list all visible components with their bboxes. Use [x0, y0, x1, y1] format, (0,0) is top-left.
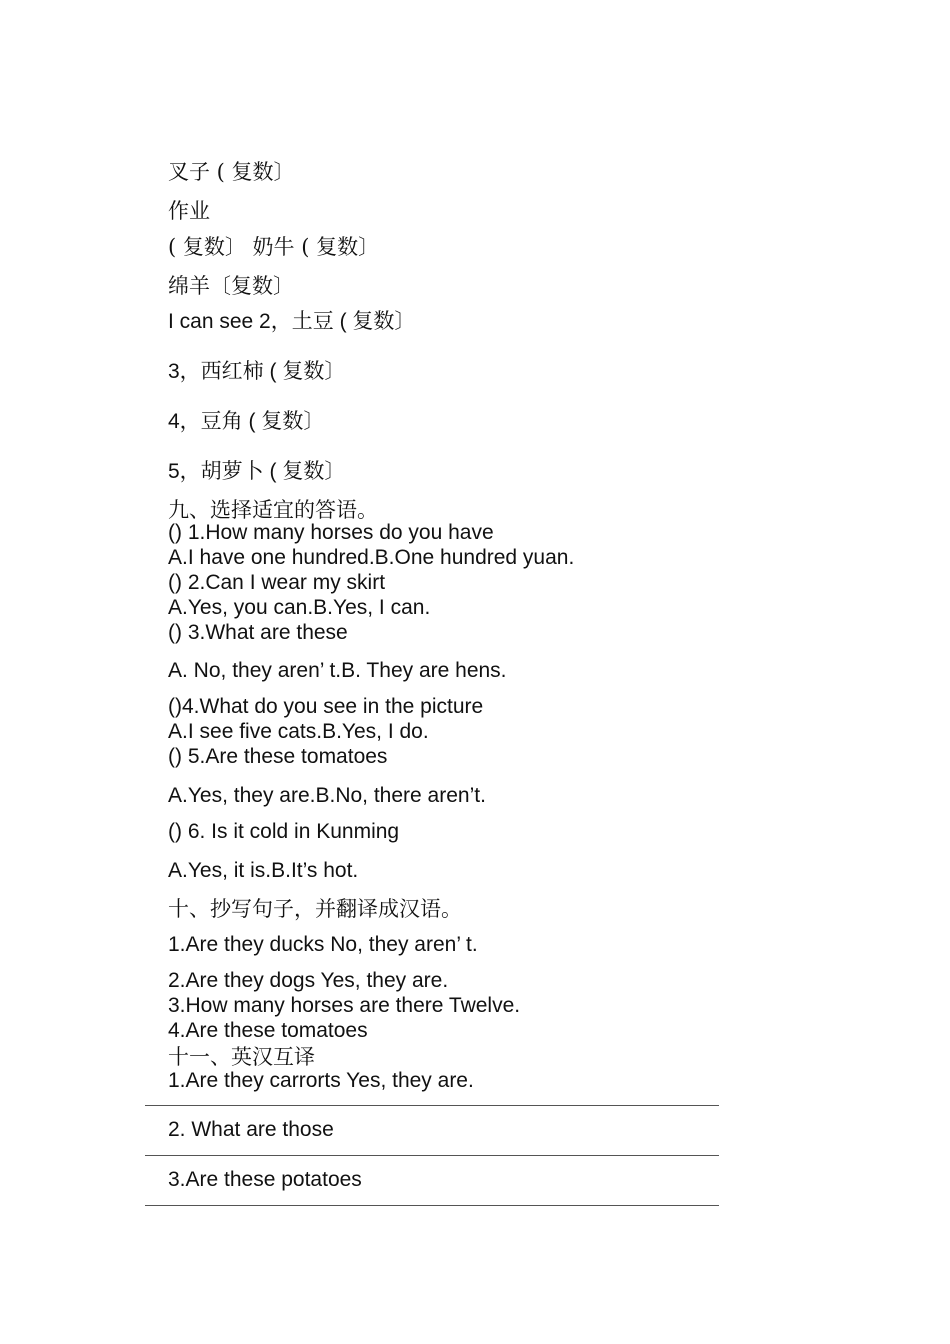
translate-item-1: 1.Are they carrorts Yes, they are. [168, 1069, 474, 1092]
answer-options-2: A.Yes, you can.B.Yes, I can. [168, 596, 431, 619]
copy-sentence-3: 3.How many horses are there Twelve. [168, 994, 521, 1017]
answer-options-3: A. No, they aren’ t.B. They are hens. [168, 659, 507, 682]
answer-options-4: A.I see five cats.B.Yes, I do. [168, 720, 429, 743]
vocab-bean: 4，豆角 ( 复数〕 [168, 410, 325, 433]
vocab-tomato: 3，西红柿 ( 复数〕 [168, 360, 346, 383]
question-1: () 1.How many horses do you have [168, 521, 494, 544]
translate-item-2: 2. What are those [168, 1118, 334, 1141]
answer-options-5: A.Yes, they are.B.No, there aren’t. [168, 784, 486, 807]
vocab-sheep: 绵羊〔复数〕 [168, 274, 294, 298]
translate-item-3: 3.Are these potatoes [168, 1168, 362, 1191]
question-6: () 6. Is it cold in Kunming [168, 820, 400, 843]
question-2: () 2.Can I wear my skirt [168, 571, 386, 594]
vocab-carrot: 5，胡萝卜 ( 复数〕 [168, 460, 346, 483]
section-heading-9: 九、选择适宜的答语。 [168, 498, 378, 522]
vocab-cow: ( 复数〕 奶牛 ( 复数〕 [168, 235, 380, 259]
question-4: ()4.What do you see in the picture [168, 695, 484, 718]
section-heading-10: 十、抄写句子，并翻译成汉语。 [168, 897, 462, 921]
question-3: () 3.What are these [168, 621, 348, 644]
answer-options-6: A.Yes, it is.B.It’s hot. [168, 859, 359, 882]
answer-line-2 [145, 1155, 719, 1156]
question-5: () 5.Are these tomatoes [168, 745, 388, 768]
answer-options-1: A.I have one hundred.B.One hundred yuan. [168, 546, 575, 569]
answer-line-1 [145, 1105, 719, 1106]
copy-sentence-2: 2.Are they dogs Yes, they are. [168, 969, 449, 992]
copy-sentence-1: 1.Are they ducks No, they aren’ t. [168, 933, 478, 956]
vocab-potato: I can see 2，土豆 ( 复数〕 [168, 310, 416, 333]
vocab-homework: 作业 [168, 199, 210, 223]
vocab-fork: 叉子 ( 复数〕 [168, 160, 295, 184]
section-heading-11: 十一、英汉互译 [168, 1045, 315, 1069]
answer-line-3 [145, 1205, 719, 1206]
copy-sentence-4: 4.Are these tomatoes [168, 1019, 368, 1042]
